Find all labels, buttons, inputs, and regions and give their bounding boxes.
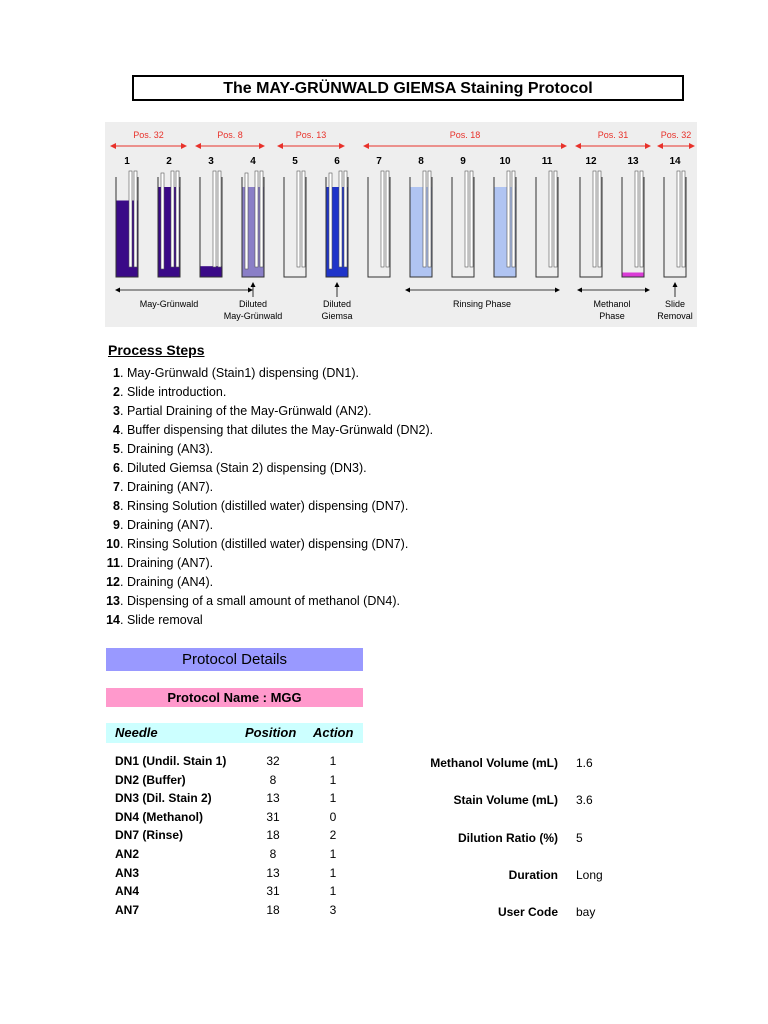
staining-tubes-figure [105,122,697,327]
table-row [0,864,400,883]
needle-cell: DN2 (Buffer) [115,772,186,787]
needle [171,171,174,267]
process-step [0,383,520,401]
process-step [0,611,520,629]
table-row [0,826,400,845]
tube-number: 6 [334,156,340,167]
step-number: 11 [106,556,120,570]
position-arrow-head-left [110,143,116,149]
needle [549,171,552,267]
step-text: . Slide removal [120,613,203,627]
step-text: . Draining (AN7). [120,518,214,532]
parameter-label: Methanol Volume (mL) [430,756,558,770]
phase-label: Removal [657,311,693,321]
position-arrow-head-right [181,143,187,149]
needle-cell: AN3 [115,865,140,880]
phase-label: Giemsa [321,311,353,321]
parameter-row [380,754,640,773]
position-arrow-head-left [575,143,581,149]
process-step [0,554,520,572]
step-text: . Slide introduction. [120,385,227,399]
position-cell: 32 [266,754,280,768]
needle [465,171,468,267]
parameter-label: User Code [497,905,558,919]
action-cell: 1 [329,772,337,787]
table-row [0,752,400,771]
protocol-details-bar: Protocol Details [106,648,363,671]
needle [381,171,384,267]
position-cell: 8 [269,772,277,787]
needle-cell: DN3 (Dil. Stain 2) [115,791,212,806]
needle [470,171,473,267]
process-step [0,516,520,534]
needle [260,171,263,267]
needle [507,171,510,267]
step-number: 8 [113,499,120,513]
phase-label: May-Grünwald [223,311,283,321]
action-cell: 1 [329,884,337,899]
header-needle: Needle [115,725,158,740]
needle-cell: AN4 [115,884,140,899]
needle [386,171,389,267]
step-number: 3 [113,404,120,418]
position-cell: 18 [266,902,280,917]
tube-number: 12 [585,156,597,167]
parameter-row [380,829,640,848]
tube-number: 13 [627,156,639,167]
position-cell: 31 [266,884,280,899]
needle-cell: DN1 (Undil. Stain 1) [115,754,227,768]
table-row [0,901,400,920]
header-position: Position [245,725,297,740]
needle [593,171,596,267]
slide [329,173,332,269]
needle-table-header [106,723,363,743]
process-step [0,592,520,610]
position-cell: 18 [266,828,280,843]
needle [635,171,638,267]
parameter-label: Duration [508,868,558,882]
action-cell: 3 [329,902,337,917]
needle [677,171,680,267]
process-step [0,535,520,553]
position-label: Pos. 32 [133,130,164,140]
phase-label: Methanol [593,299,631,309]
process-step [0,364,520,382]
position-label: Pos. 31 [597,130,629,140]
rinsing-arrow-head-left [405,288,410,293]
step-number: 5 [113,442,120,456]
tube-number: 4 [250,156,256,167]
action-cell: 1 [329,791,337,806]
slide [245,173,248,269]
needle [134,171,137,267]
methanol-arrow-head-left [577,288,582,293]
needle [554,171,557,267]
step-number: 6 [113,461,120,475]
position-arrow-head-right [259,143,265,149]
process-step [0,573,520,591]
staining-diagram [105,122,697,327]
step-text: . Buffer dispensing that dilutes the May-Grünwald (DN2). [120,423,434,437]
table-row [0,808,400,827]
needle [339,171,342,267]
action-cell: 1 [329,847,337,861]
needle [423,171,426,267]
position-label: Pos. 13 [295,130,327,140]
methanol-arrow-head-right [645,288,650,293]
needle [218,171,221,267]
process-step [0,497,520,515]
parameter-value: bay [576,905,596,919]
position-arrow-head-right [561,143,567,149]
position-label: Pos. 32 [660,130,692,140]
step-text: . Partial Draining of the May-Grünwald (AN2). [120,404,372,418]
process-steps-heading: Process Steps [108,342,205,358]
step-text: . Draining (AN4). [120,575,214,589]
process-step [0,478,520,496]
parameter-value: 5 [576,831,583,845]
step-text: . Rinsing Solution (distilled water) dispensing (DN7). [120,537,409,551]
table-row [0,845,400,864]
parameter-label: Dilution Ratio (%) [458,831,558,845]
parameter-value: Long [576,868,603,882]
tube-liquid [200,266,222,277]
tube-number: 1 [124,156,130,167]
step-number: 14 [106,613,120,627]
parameter-row [380,903,640,922]
process-step [0,440,520,458]
parameter-row [380,791,640,810]
step-text: . Diluted Giemsa (Stain 2) dispensing (DN3). [120,461,367,475]
needle [682,171,685,267]
needle [428,171,431,267]
tube-number: 7 [376,156,382,167]
needle [176,171,179,267]
needle-cell: AN2 [115,847,140,861]
step-number: 12 [106,575,120,589]
position-arrow-head-left [657,143,663,149]
page-title: The MAY-GRÜNWALD GIEMSA Staining Protocol [132,75,684,101]
step-number: 7 [113,480,120,494]
process-step [0,459,520,477]
action-cell: 1 [329,754,337,768]
diluted-giemsa-arrow-head [335,282,340,287]
position-cell: 13 [266,791,280,806]
tube-number: 11 [541,156,553,167]
position-arrow-head-right [339,143,345,149]
step-number: 2 [113,385,120,399]
tube-liquid [622,273,644,278]
needle-cell: AN7 [115,902,140,917]
position-arrow-head-left [277,143,283,149]
parameter-value: 3.6 [576,793,593,807]
table-row [0,771,400,790]
slide [161,173,164,269]
process-step [0,402,520,420]
tube-number: 3 [208,156,214,167]
needle [297,171,300,267]
may-grunwald-arrow-head-right [248,288,253,293]
table-row [0,789,400,808]
step-text: . May-Grünwald (Stain1) dispensing (DN1). [120,366,359,380]
step-text: . Dispensing of a small amount of methanol (DN4). [120,594,400,608]
needle [598,171,601,267]
tube-number: 9 [460,156,466,167]
tube-number: 5 [292,156,298,167]
step-number: 13 [106,594,120,608]
process-step [0,421,520,439]
action-cell: 1 [329,865,337,880]
action-cell: 0 [329,809,337,824]
needle [302,171,305,267]
step-number: 10 [106,537,120,551]
table-row [0,882,400,901]
phase-label: Rinsing Phase [452,299,512,309]
protocol-name-bar: Protocol Name : MGG [106,688,363,707]
action-cell: 2 [329,828,337,843]
phase-label: Diluted [322,299,352,309]
parameter-row [380,866,640,885]
tube-number: 8 [418,156,424,167]
phase-label: May-Grünwald [139,299,199,309]
tube-number: 2 [166,156,172,167]
position-label: Pos. 18 [449,130,481,140]
needle [255,171,258,267]
parameter-label: Stain Volume (mL) [453,793,558,807]
needle [512,171,515,267]
needle [129,171,132,267]
position-arrow-head-left [195,143,201,149]
step-text: . Draining (AN7). [120,556,214,570]
phase-label: Diluted [238,299,268,309]
rinsing-arrow-head-right [555,288,560,293]
position-arrow-head-left [363,143,369,149]
position-label: Pos. 8 [217,130,243,140]
header-action: Action [313,725,354,740]
may-grunwald-arrow-head-left [115,288,120,293]
step-number: 4 [113,423,120,437]
needle [213,171,216,267]
diluted-mg-arrow-head [251,282,256,287]
step-number: 9 [113,518,120,532]
position-cell: 13 [266,865,280,880]
slide-removal-arrow-head [673,282,678,287]
step-text: . Draining (AN3). [120,442,214,456]
position-arrow-head-right [689,143,695,149]
position-cell: 31 [266,809,280,824]
phase-label: Slide [664,299,686,309]
parameter-value: 1.6 [576,756,593,770]
needle-cell: DN4 (Methanol) [115,809,203,824]
step-text: . Rinsing Solution (distilled water) dispensing (DN7). [120,499,409,513]
phase-label: Phase [599,311,625,321]
needle [344,171,347,267]
step-text: . Draining (AN7). [120,480,214,494]
needle-cell: DN7 (Rinse) [115,828,184,843]
tube-number: 10 [499,156,511,167]
position-cell: 8 [269,847,277,861]
position-arrow-head-right [645,143,651,149]
step-number: 1 [113,366,120,380]
tube-number: 14 [669,156,681,167]
needle [640,171,643,267]
